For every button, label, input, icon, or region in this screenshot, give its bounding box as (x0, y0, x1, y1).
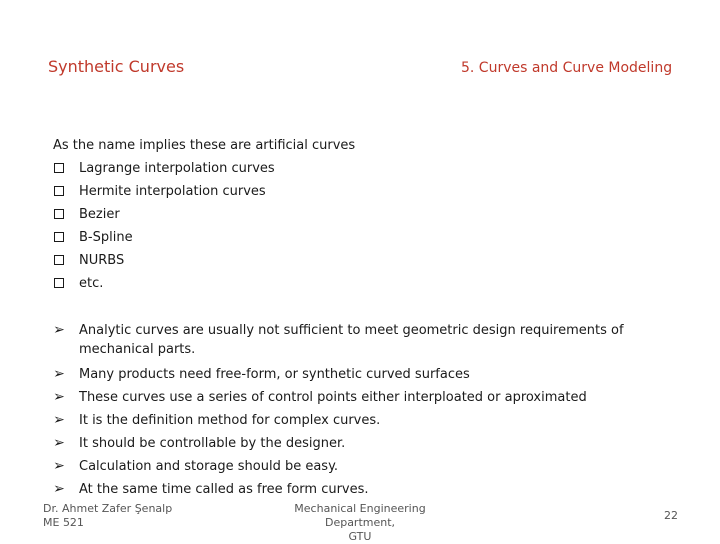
list-item (53, 184, 275, 207)
points-list (53, 321, 633, 503)
list-item (53, 434, 633, 457)
arrow-bullet-icon: ➢ (53, 322, 65, 338)
list-item-label: It should be controllable by the designer. (79, 436, 346, 451)
arrow-bullet-icon: ➢ (53, 412, 65, 428)
list-item-label: NURBS (79, 253, 125, 268)
arrow-bullet-icon: ➢ (53, 458, 65, 474)
checkbox-bullet-icon (53, 162, 65, 178)
footer-department: Mechanical Engineering Department, (294, 502, 426, 529)
footer-author: Dr. Ahmet Zafer Şenalp (43, 502, 173, 515)
list-item-label: Lagrange interpolation curves (79, 161, 275, 176)
list-item (53, 480, 633, 503)
arrow-bullet-icon: ➢ (53, 366, 65, 382)
footer-course: ME 521 (43, 516, 84, 529)
list-item-label: Hermite interpolation curves (79, 184, 266, 199)
list-item-label: B-Spline (79, 230, 133, 245)
list-item (53, 321, 633, 365)
slide-title: Synthetic Curves (48, 57, 185, 76)
list-item-label: etc. (79, 276, 104, 291)
list-item (53, 388, 633, 411)
list-item (53, 207, 275, 230)
arrow-bullet-icon: ➢ (53, 389, 65, 405)
checkbox-bullet-icon (53, 231, 65, 247)
list-item (53, 230, 275, 253)
checkbox-bullet-icon (53, 254, 65, 270)
list-item (53, 276, 275, 299)
list-item (53, 253, 275, 276)
list-item-label: Many products need free-form, or synthetic curved surfaces (79, 367, 470, 382)
checkbox-bullet-icon (53, 185, 65, 201)
list-item-label: Bezier (79, 207, 120, 222)
list-item (53, 161, 275, 184)
checkbox-bullet-icon (53, 208, 65, 224)
slide-subtitle: 5. Curves and Curve Modeling (461, 60, 673, 76)
arrow-bullet-icon: ➢ (53, 481, 65, 497)
list-item-label: Analytic curves are usually not sufficient to meet geometric design requirements of mechanical parts. (79, 323, 624, 357)
checkbox-bullet-icon (53, 277, 65, 293)
list-item (53, 411, 633, 434)
list-item-label: At the same time called as free form curves. (79, 482, 369, 497)
footer-author-block (43, 502, 172, 530)
list-item-label: It is the definition method for complex curves. (79, 413, 381, 428)
page-number: 22 (664, 509, 678, 522)
list-item (53, 457, 633, 480)
list-item (53, 365, 633, 388)
intro-text: As the name implies these are artificial curves (53, 138, 356, 153)
curve-type-list (53, 161, 275, 299)
list-item-label: These curves use a series of control points either interploated or aproximated (79, 390, 587, 405)
arrow-bullet-icon: ➢ (53, 435, 65, 451)
footer-department-block (260, 502, 460, 544)
list-item-label: Calculation and storage should be easy. (79, 459, 339, 474)
footer-university: GTU (348, 530, 372, 543)
